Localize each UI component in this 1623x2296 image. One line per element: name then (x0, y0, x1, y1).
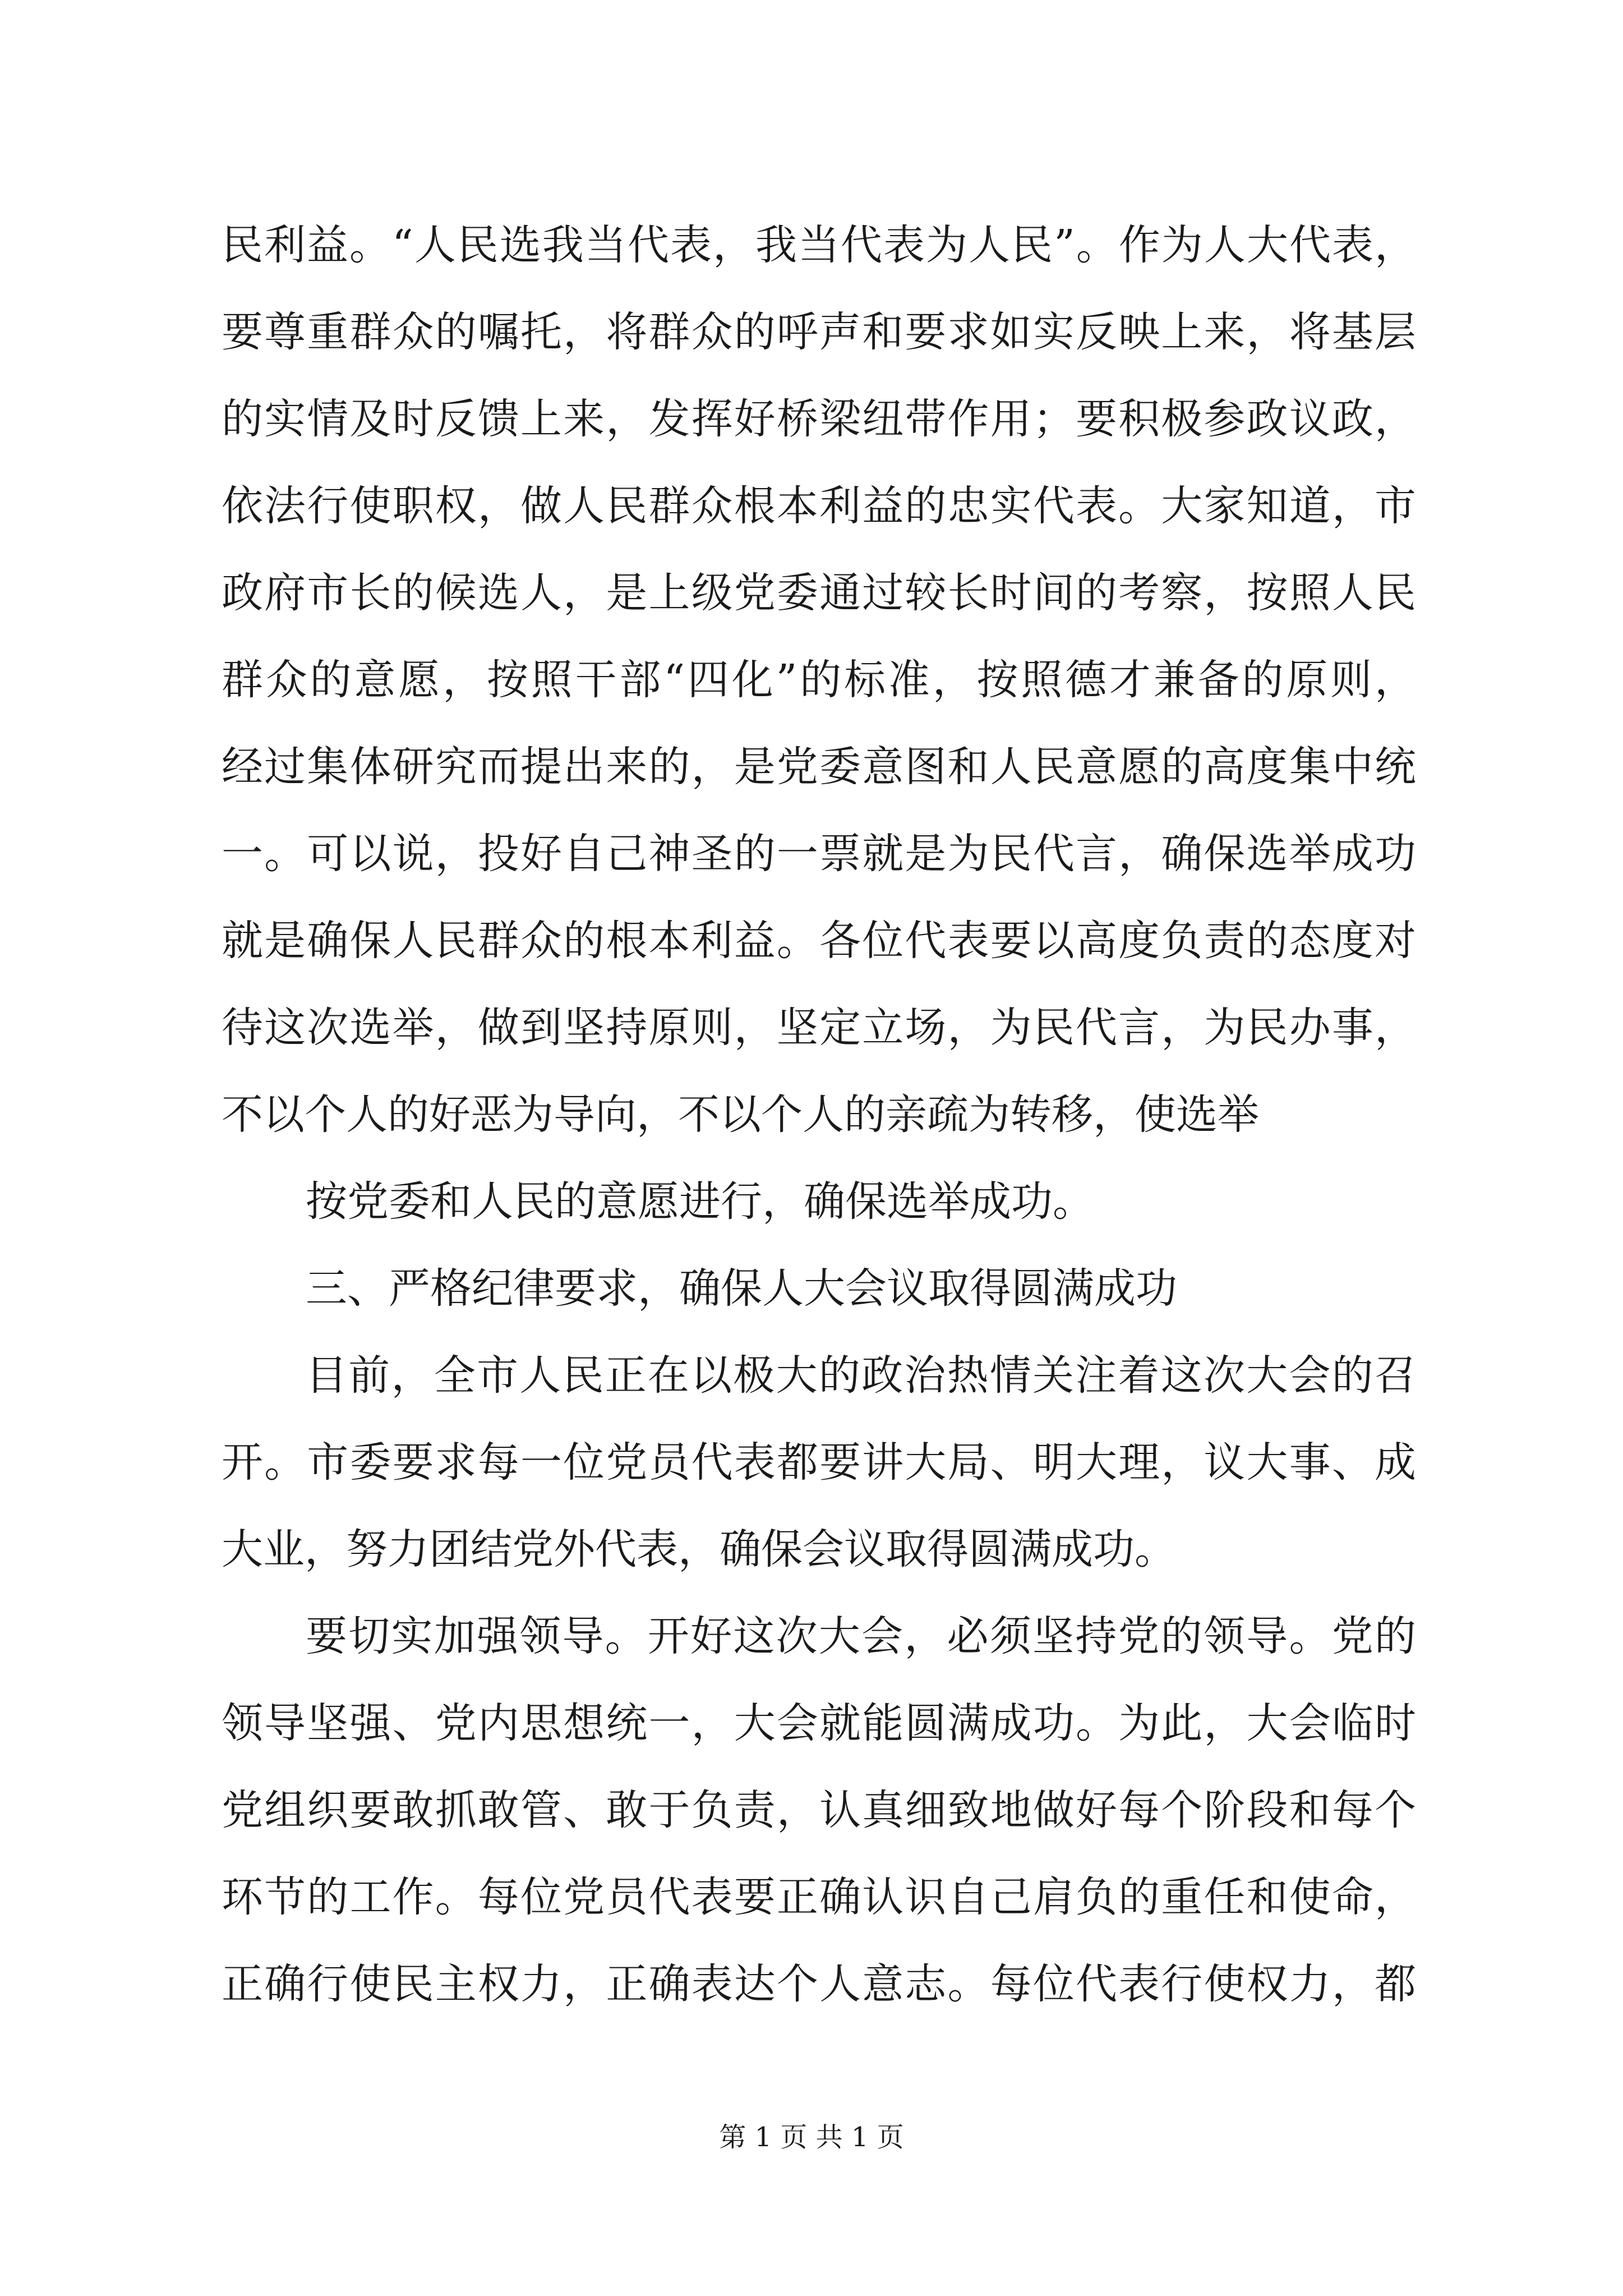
text-line: 就是确保人民群众的根本利益。各位代表要以高度负责的态度对 (222, 917, 1416, 965)
text-line: 群众的意愿，按照干部“四化”的标准，按照德才兼备的原则， (222, 656, 1416, 704)
text-line: 的实情及时反馈上来，发挥好桥梁纽带作用；要积极参政议政， (222, 395, 1416, 443)
text-line: 要尊重群众的嘱托，将群众的呼声和要求如实反映上来，将基层 (222, 308, 1416, 356)
text-line: 按党委和人民的意愿进行，确保选举成功。 (306, 1177, 1094, 1226)
text-line: 党组织要敢抓敢管、敢于负责，认真细致地做好每个阶段和每个 (222, 1786, 1416, 1834)
text-line: 要切实加强领导。开好这次大会，必须坚持党的领导。党的 (306, 1612, 1416, 1660)
text-line: 环节的工作。每位党员代表要正确认识自己肩负的重任和使命， (222, 1873, 1416, 1921)
text-line: 政府市长的候选人，是上级党委通过较长时间的考察，按照人民 (222, 569, 1416, 617)
text-line: 依法行使职权，做人民群众根本利益的忠实代表。大家知道，市 (222, 482, 1416, 530)
text-line: 经过集体研究而提出来的，是党委意图和人民意愿的高度集中统 (222, 743, 1416, 791)
text-line: 目前，全市人民正在以极大的政治热情关注着这次大会的召 (306, 1351, 1416, 1400)
page-footer: 第 1 页 共 1 页 (719, 2122, 904, 2153)
text-line: 领导坚强、党内思想统一，大会就能圆满成功。为此，大会临时 (222, 1699, 1416, 1747)
section-heading: 三、严格纪律要求，确保人大会议取得圆满成功 (306, 1264, 1177, 1313)
text-line: 开。市委要求每一位党员代表都要讲大局、明大理，议大事、成 (222, 1438, 1416, 1487)
text-line: 大业，努力团结党外代表，确保会议取得圆满成功。 (222, 1525, 1176, 1573)
text-line: 待这次选举，做到坚持原则，坚定立场，为民代言，为民办事， (222, 1004, 1416, 1052)
text-line: 正确行使民主权力，正确表达个人意志。每位代表行使权力，都 (222, 1960, 1416, 2008)
text-line: 一。可以说，投好自己神圣的一票就是为民代言，确保选举成功 (222, 830, 1416, 878)
text-line: 不以个人的好恶为导向，不以个人的亲疏为转移，使选举 (222, 1091, 1259, 1139)
document-body (222, 202, 1416, 2028)
text-line: 民利益。“人民选我当代表，我当代表为人民”。作为人大代表， (222, 221, 1416, 269)
